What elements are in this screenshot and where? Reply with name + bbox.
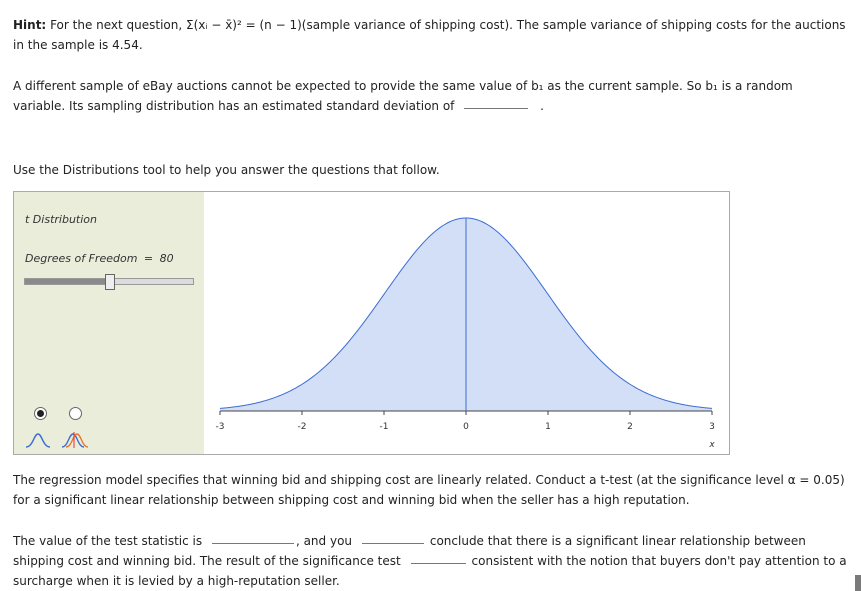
conclude-dropdown-blank[interactable] xyxy=(362,531,424,544)
std-dev-period: . xyxy=(540,99,544,113)
x-tick-label: 2 xyxy=(627,422,633,432)
hint-text: For the next question, Σ(xᵢ − x̄)² = (n − 1)(sample variance of shipping cost). The sample variance of shipping costs for the auctions in the sample is 4.54. xyxy=(13,18,846,52)
distribution-title: t Distribution xyxy=(25,213,97,226)
std-dev-answer-input[interactable] xyxy=(464,100,528,112)
tool-control-panel xyxy=(14,192,204,454)
single-curve-icon[interactable] xyxy=(24,430,54,450)
compare-curves-icon[interactable] xyxy=(60,430,90,450)
df-equals-sign: = xyxy=(143,252,154,265)
df-label-text: Degrees of Freedom xyxy=(25,252,138,265)
and-you-text: , and you xyxy=(295,534,353,548)
degrees-of-freedom-label xyxy=(25,252,174,265)
radio-compare-curves[interactable] xyxy=(69,407,82,420)
std-dev-question-text: A different sample of eBay auctions cannot be expected to provide the same value of b₁ as the current sample. So b₁ is a random variable. Its sampling distribution has an estimated standard deviation of xyxy=(13,79,793,113)
radio-single-curve[interactable] xyxy=(34,407,47,420)
std-dev-answer-blank[interactable] xyxy=(464,96,528,109)
x-tick-label: 3 xyxy=(709,422,715,432)
test-conclusion-paragraph xyxy=(13,531,858,591)
t-distribution-plot xyxy=(204,192,729,454)
test-statistic-prompt: The value of the test statistic is xyxy=(13,534,203,548)
consistent-dropdown-blank[interactable] xyxy=(411,551,466,564)
test-statistic-input[interactable] xyxy=(212,535,294,547)
x-tick-label: 1 xyxy=(545,422,551,432)
x-tick-label: -3 xyxy=(215,422,225,432)
conclude-dropdown-input[interactable] xyxy=(362,535,424,547)
x-tick-label: 0 xyxy=(463,422,469,432)
hint-label: Hint: xyxy=(13,18,47,32)
consistent-text: consistent with the notion that buyers don't pay attention to a surcharge when it is levied by a high-reputation seller. xyxy=(13,554,847,588)
x-tick-label: -2 xyxy=(297,422,307,432)
std-dev-question xyxy=(13,76,813,116)
instruction-text: Use the Distributions tool to help you answer the questions that follow. xyxy=(13,163,440,177)
hint-paragraph xyxy=(13,15,858,55)
scrollbar-thumb[interactable] xyxy=(855,575,861,591)
df-slider-fill xyxy=(25,279,109,284)
x-tick-label: -1 xyxy=(379,422,389,432)
regression-paragraph: The regression model specifies that winning bid and shipping cost are linearly related. Conduct a t-test (at the significance level α = 0.05) for a significant linear relationship between shipping cost and winning bid when the seller has a high reputation. xyxy=(13,473,845,507)
df-value: 80 xyxy=(159,252,174,265)
conclude-text: conclude that there is a significant linear relationship between shipping cost and winning bid. The result of the significance test xyxy=(13,534,806,568)
consistent-dropdown-input[interactable] xyxy=(411,555,466,567)
df-slider-track[interactable] xyxy=(24,278,194,285)
df-slider-thumb[interactable] xyxy=(105,274,115,290)
x-axis-label: x xyxy=(709,440,715,450)
distributions-tool xyxy=(13,191,730,455)
test-statistic-blank[interactable] xyxy=(212,531,294,544)
